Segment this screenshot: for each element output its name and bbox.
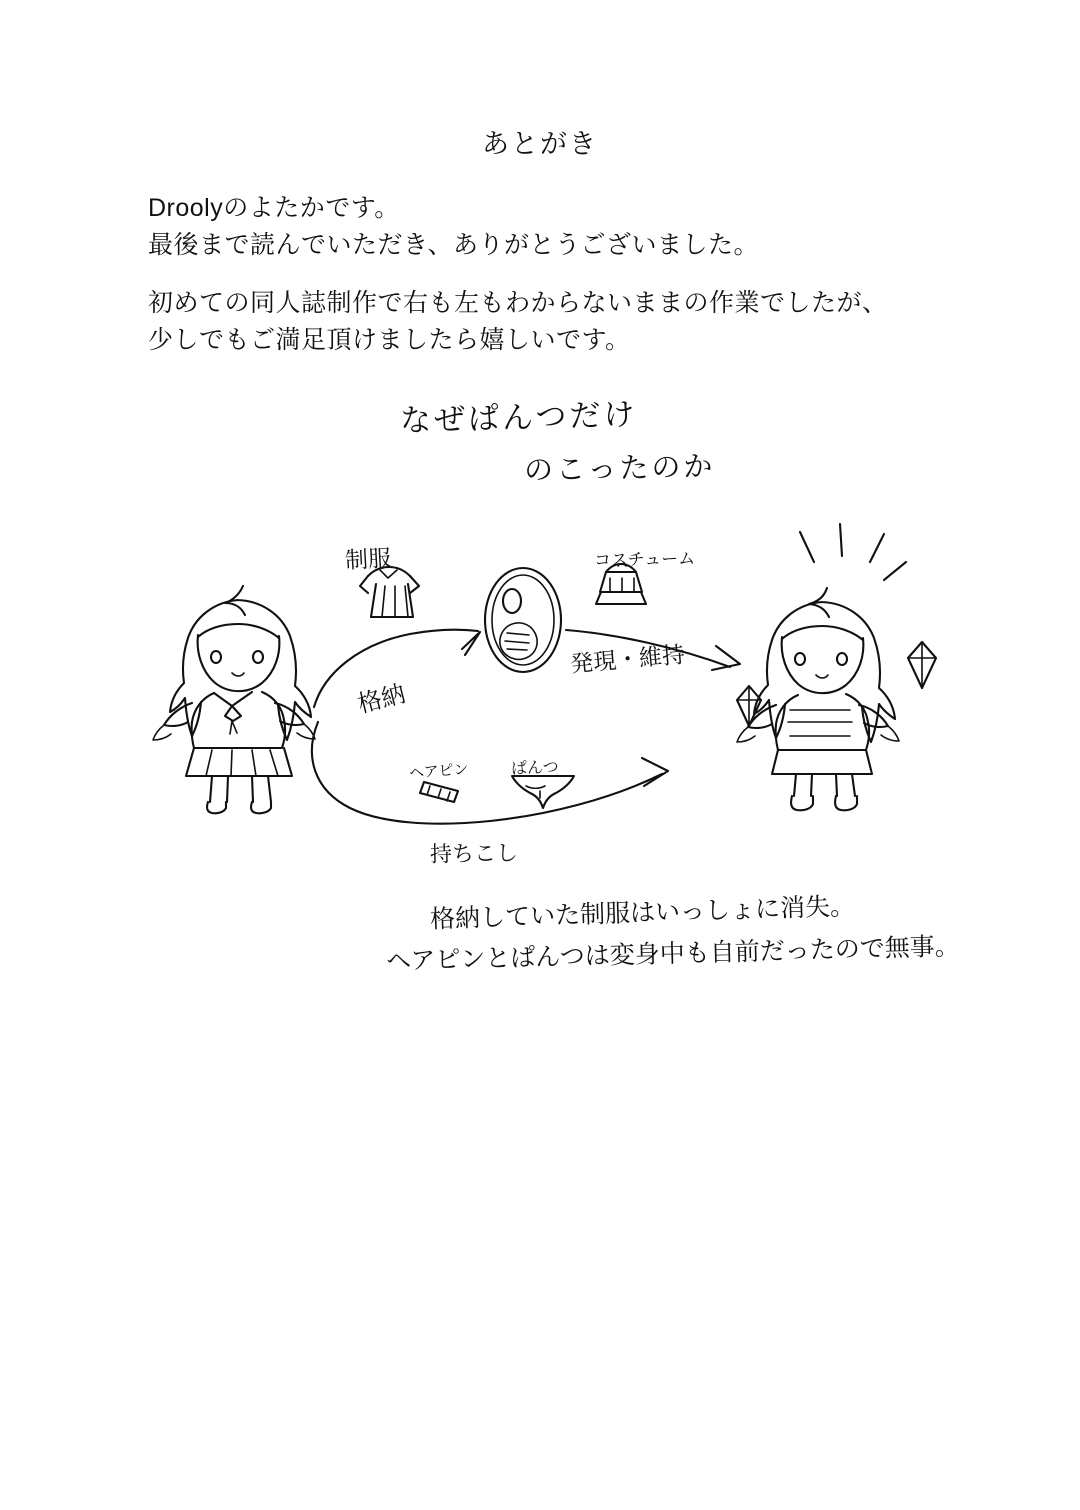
icon-hairpin: [420, 782, 458, 802]
paragraph-line-1: Droolyのよたかです。: [148, 194, 400, 222]
figure-schoolgirl-before: [153, 586, 315, 813]
paragraph-line-4: 少しでもご満足頂けましたら嬉しいです。: [148, 326, 631, 354]
label-store: 格納: [354, 679, 409, 719]
label-panties: ぱんつ: [510, 757, 560, 778]
icon-storage-capsule: [485, 568, 561, 672]
diagram-heading-line-2: のこったのか: [523, 448, 716, 488]
page-title: あとがき: [482, 129, 598, 159]
label-carry-over: 持ちこし: [429, 841, 519, 868]
icon-uniform: [360, 567, 419, 617]
paragraph-line-3: 初めての同人誌制作で右も左もわからないままの作業でしたが、: [148, 289, 888, 317]
figure-magical-girl-after: [737, 524, 936, 810]
paragraph-line-2: 最後まで読んでいただき、ありがとうございました。: [148, 231, 760, 259]
label-uniform: 制服: [344, 545, 392, 575]
diagram-note-1: 格納していた制服はいっしょに消失。: [429, 891, 856, 934]
label-costume: コスチューム: [593, 549, 696, 571]
diagram-heading-line-1: なぜぱんつだけ: [399, 396, 638, 440]
arrow-carry-over: [312, 722, 668, 824]
label-manifest-keep: 発現・維持: [569, 642, 687, 678]
diagram-note-2: ヘアピンとぱんつは変身中も自前だったので無事。: [385, 931, 961, 976]
icon-panties: [512, 776, 574, 808]
label-hairpin: ヘアピン: [408, 759, 470, 783]
